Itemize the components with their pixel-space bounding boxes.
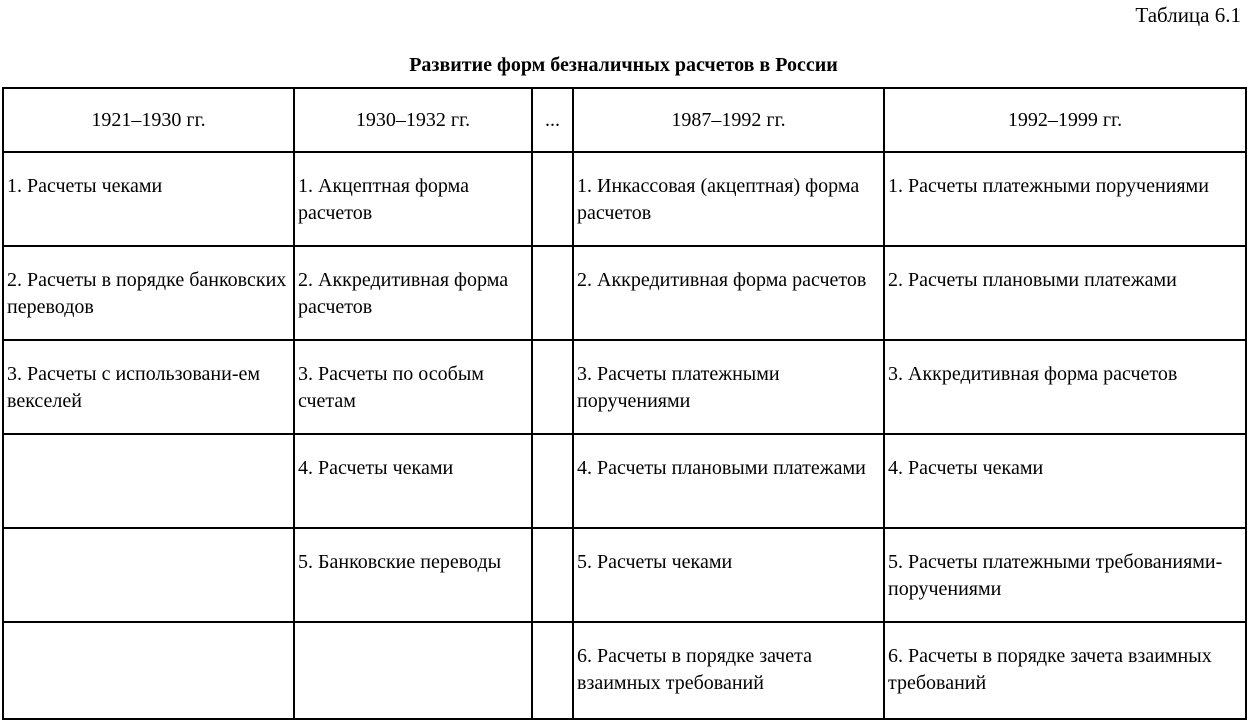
table-cell: 2. Аккредитивная форма расчетов [573,246,884,340]
header-cell-1921-1930: 1921–1930 гг. [3,88,294,152]
table-cell: 1. Акцептная форма расчетов [294,152,532,246]
table-cell [3,622,294,719]
table-cell: 4. Расчеты чеками [884,434,1246,528]
table-cell [532,340,573,434]
table-cell: 5. Расчеты платежными требованиями-поручениями [884,528,1246,622]
table-cell: 4. Расчеты чеками [294,434,532,528]
header-cell-1930-1932: 1930–1932 гг. [294,88,532,152]
table-cell [532,152,573,246]
table-row [3,340,1246,434]
header-cell-1992-1999: 1992–1999 гг. [884,88,1246,152]
table-cell: 6. Расчеты в порядке зачета взаимных требований [573,622,884,719]
table-row [3,622,1246,719]
table-cell: 5. Расчеты чеками [573,528,884,622]
table-cell: 4. Расчеты плановыми платежами [573,434,884,528]
table-cell: 3. Расчеты с использовани-ем векселей [3,340,294,434]
table-row [3,528,1246,622]
table-title: Развитие форм безналичных расчетов в России [409,54,838,76]
table-cell [3,528,294,622]
table-cell: 2. Расчеты в порядке банковских переводов [3,246,294,340]
table-number: Таблица 6.1 [1135,3,1241,27]
table-cell [532,528,573,622]
table-cell [532,434,573,528]
table-header-row [3,88,1246,152]
table-cell [294,622,532,719]
table-cell [532,246,573,340]
table-cell [3,434,294,528]
header-cell-ellipsis: ... [532,88,573,152]
table-cell: 1. Расчеты платежными поручениями [884,152,1246,246]
table-row [3,152,1246,246]
table-cell [532,622,573,719]
table-cell: 1. Расчеты чеками [3,152,294,246]
table-cell: 6. Расчеты в порядке зачета взаимных требований [884,622,1246,719]
header-cell-1987-1992: 1987–1992 гг. [573,88,884,152]
table-cell: 3. Расчеты по особым счетам [294,340,532,434]
table-cell: 5. Банковские переводы [294,528,532,622]
table-cell: 3. Аккредитивная форма расчетов [884,340,1246,434]
table-cell: 1. Инкассовая (акцептная) форма расчетов [573,152,884,246]
table-row [3,246,1246,340]
table-cell: 3. Расчеты платежными поручениями [573,340,884,434]
table-cell: 2. Аккредитивная форма расчетов [294,246,532,340]
payment-forms-table [2,87,1247,720]
table-cell: 2. Расчеты плановыми платежами [884,246,1246,340]
table-row [3,434,1246,528]
